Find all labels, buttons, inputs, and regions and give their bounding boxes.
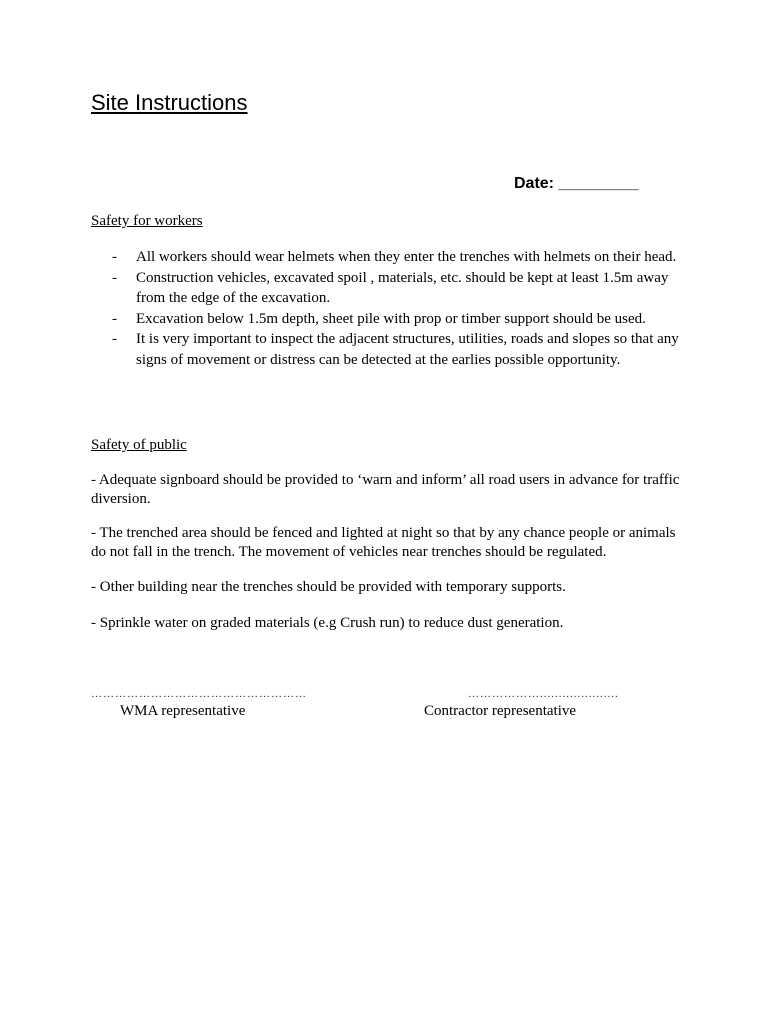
list-item-text: It is very important to inspect the adjacent structures, utilities, roads and slopes so that any signs of movement or distress can be detected at the earlies possible opportunity. [136,331,679,368]
public-paragraph: - Other building near the trenches should be provided with temporary supports. [91,579,566,595]
bullet-dash: - [112,269,117,286]
wma-signature-line: ……………………………………………… [91,688,307,700]
wma-representative-label: WMA representative [120,703,246,719]
public-paragraph: - Sprinkle water on graded materials (e.g Crush run) to reduce dust generation. [91,615,564,631]
public-section-heading: Safety of public [91,437,187,453]
workers-safety-list [91,247,681,370]
list-item-text: Excavation below 1.5m depth, sheet pile with prop or timber support should be used. [136,310,646,327]
contractor-signature-line: ………………..................... [468,688,619,700]
bullet-dash: - [112,331,117,347]
public-paragraph: - Adequate signboard should be provided to ‘warn and inform’ all road users in advance for traffic diversion. [91,472,680,507]
list-item [91,247,681,268]
list-item [91,329,681,370]
bullet-dash: - [112,249,117,265]
contractor-representative-label: Contractor representative [424,703,577,719]
date-field: Date: _________ [514,175,639,192]
workers-section-heading: Safety for workers [91,213,203,229]
list-item [91,309,681,330]
list-item [91,268,681,309]
list-item-text: Construction vehicles, excavated spoil , materials, etc. should be kept at least 1.5m away from the edge of the excavation. [136,269,669,306]
public-paragraph: - The trenched area should be fenced and lighted at night so that by any chance people or animals do not fall in the trench. The movement of vehicles near trenches should be regulated. [91,525,676,560]
list-item-text: All workers should wear helmets when they enter the trenches with helmets on their head. [136,249,677,265]
page-title: Site Instructions [91,90,248,115]
bullet-dash: - [112,310,117,327]
